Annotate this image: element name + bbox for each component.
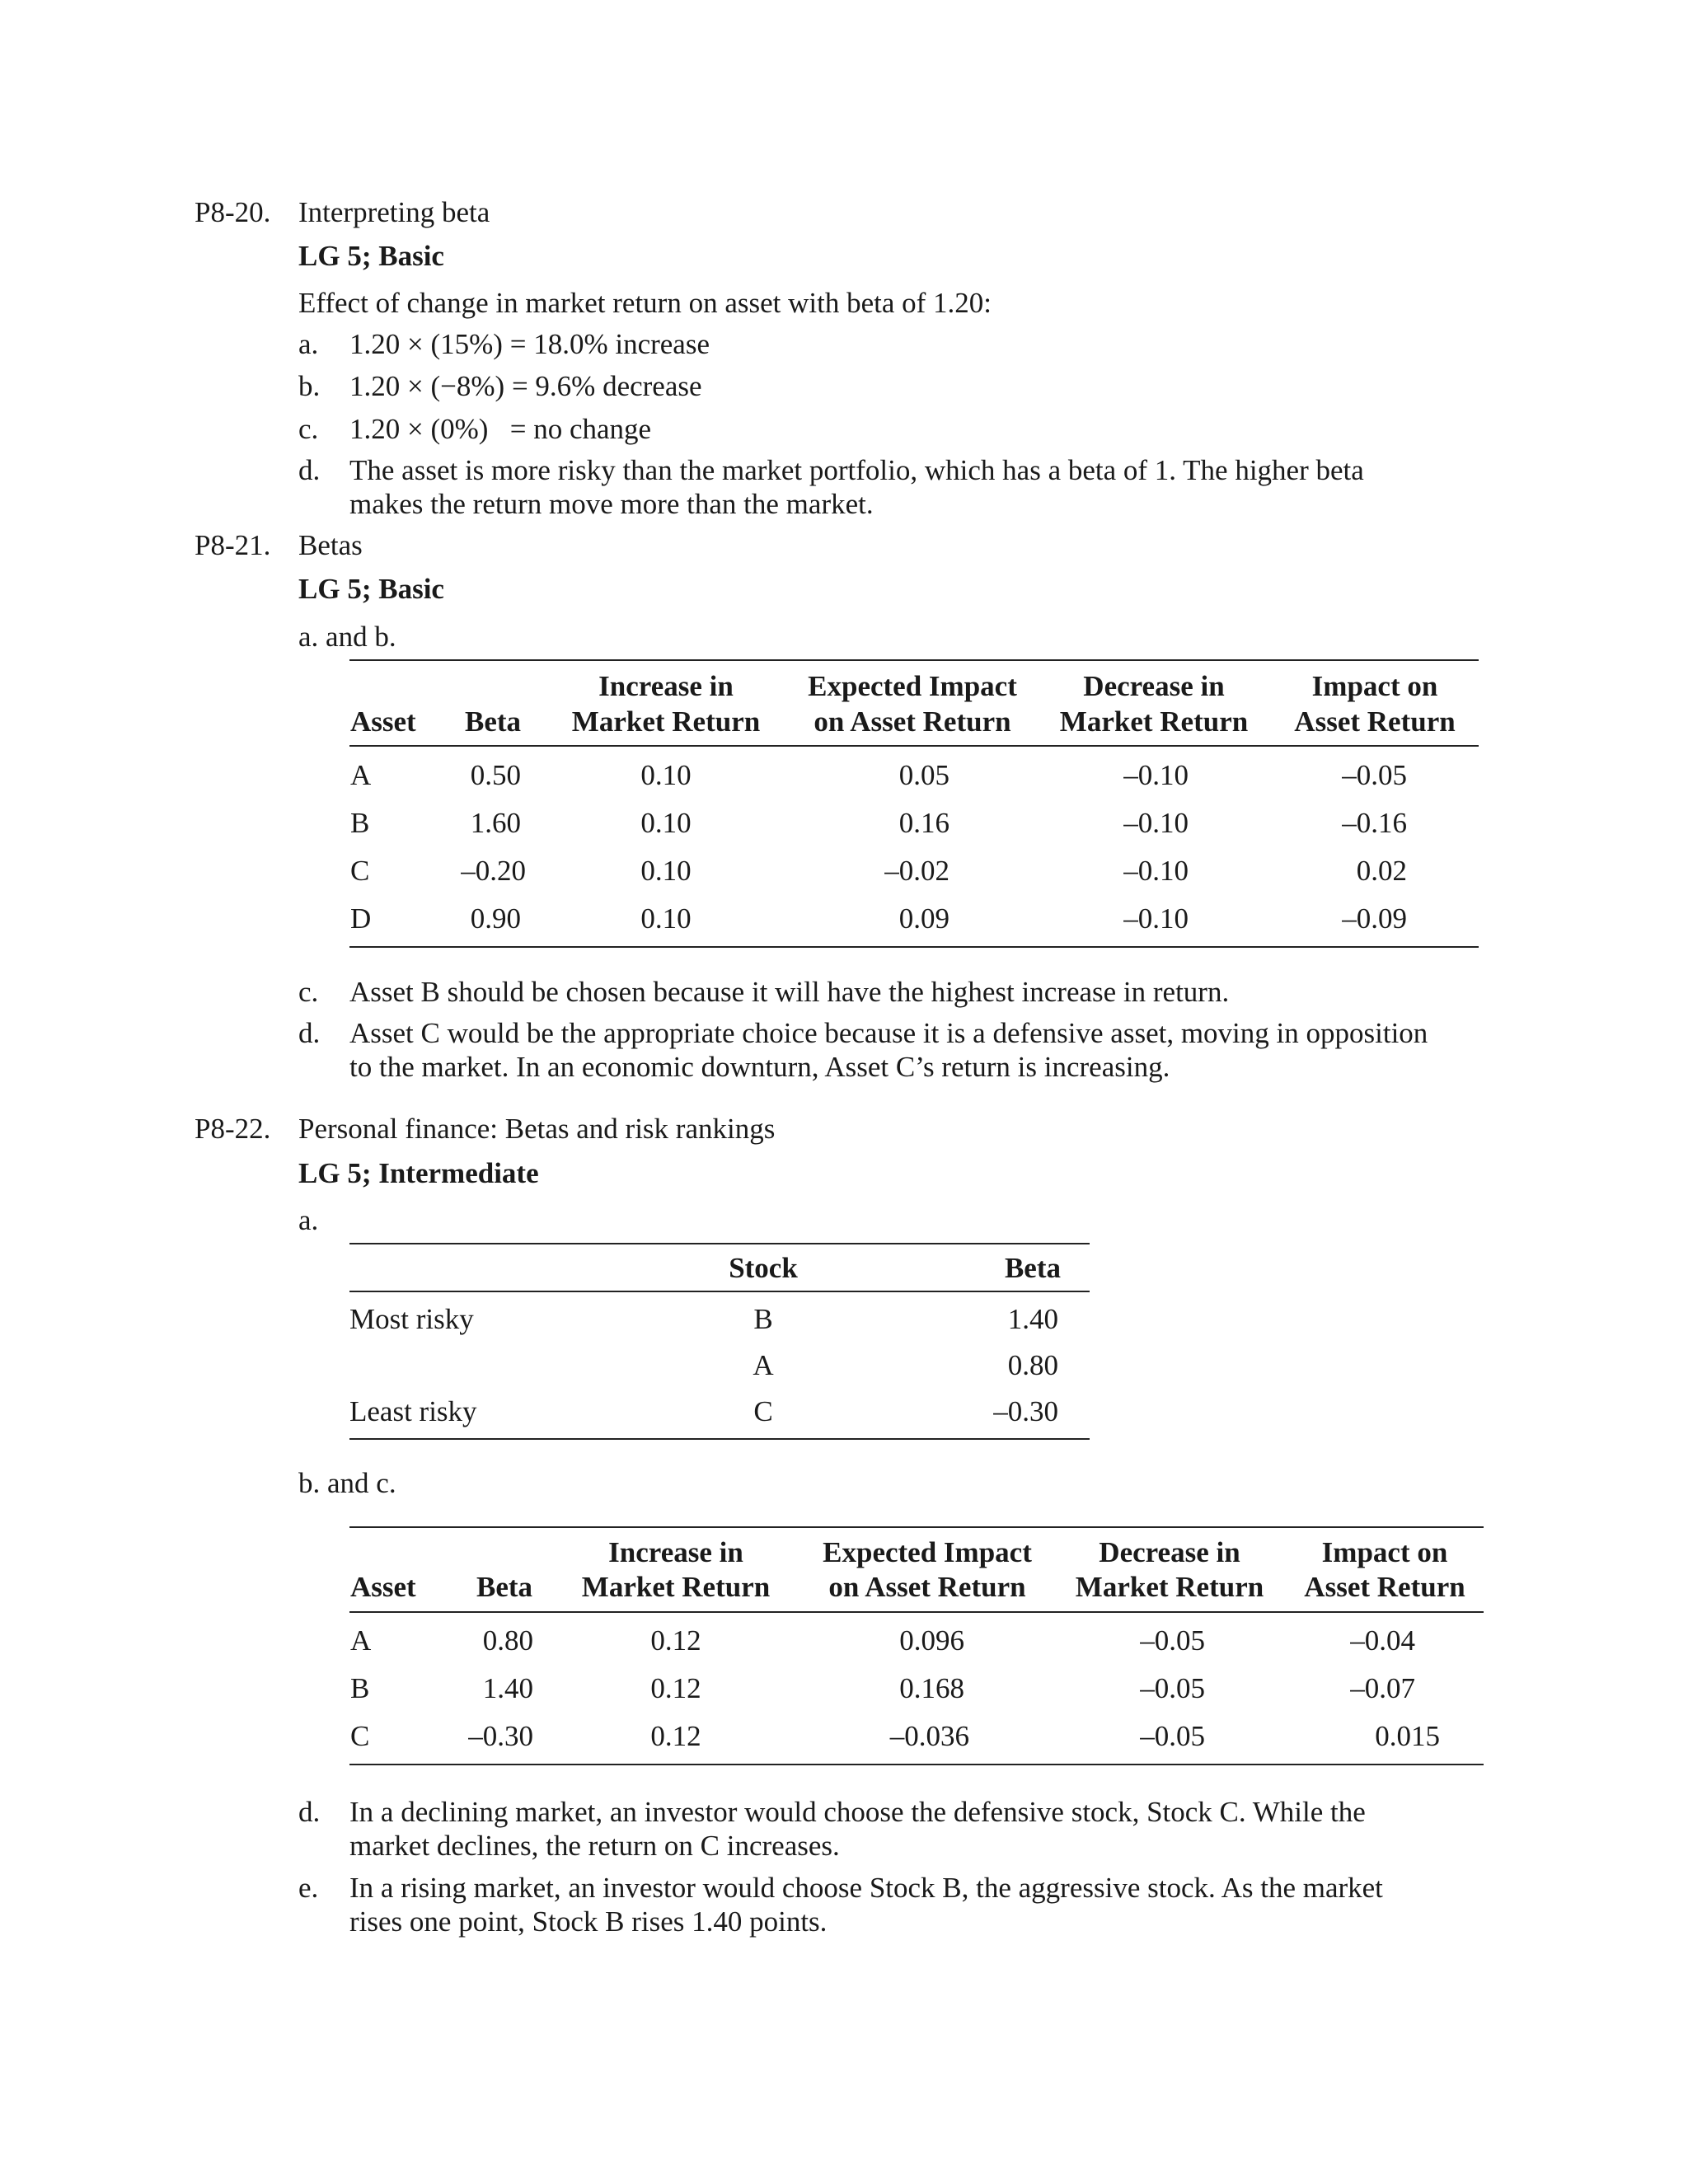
column-header: Market Return — [1075, 1571, 1264, 1603]
table-cell: –0.30 — [993, 1395, 1058, 1427]
table-cell: 0.015 — [1375, 1720, 1440, 1752]
problem-title: Interpreting beta — [298, 196, 490, 228]
table-cell: 0.80 — [482, 1624, 533, 1657]
table-cell: –0.04 — [1350, 1624, 1415, 1657]
table-cell: A — [350, 759, 372, 791]
item-label: a. — [298, 328, 319, 360]
table-cell: –0.05 — [1342, 759, 1407, 791]
table-cell: 0.90 — [470, 902, 521, 935]
column-header: Market Return — [1059, 705, 1249, 738]
item-label: d. — [298, 1017, 321, 1049]
item-label: d. — [298, 454, 321, 486]
column-header: Asset — [350, 1571, 416, 1603]
column-header: Stock — [729, 1252, 798, 1284]
table-cell: 1.40 — [482, 1672, 533, 1704]
table-cell: 0.10 — [640, 807, 692, 839]
problem-number: P8-22. — [195, 1113, 271, 1145]
table-cell: A — [753, 1349, 774, 1381]
table-cell: –0.10 — [1123, 807, 1189, 839]
table-cell: –0.10 — [1123, 902, 1189, 935]
item-text-continued: makes the return move more than the market. — [349, 488, 874, 520]
item-text: 1.20 × (0%) = no change — [349, 413, 652, 445]
table-cell: –0.10 — [1123, 855, 1189, 887]
table-rule-bottom — [349, 1764, 1484, 1765]
table-cell: –0.10 — [1123, 759, 1189, 791]
item-label: e. — [298, 1872, 319, 1904]
learning-goal: LG 5; Basic — [298, 240, 444, 272]
item-text-continued: to the market. In an economic downturn, Asset C’s return is increasing. — [349, 1051, 1170, 1083]
subpart-label: a. — [298, 1204, 319, 1236]
table-cell: –0.05 — [1140, 1624, 1205, 1657]
table-cell: –0.20 — [461, 855, 526, 887]
item-text: The asset is more risky than the market portfolio, which has a beta of 1. The higher beta — [349, 454, 1364, 486]
column-header: Increase in — [598, 670, 734, 702]
table-rule-bottom — [349, 1438, 1090, 1440]
table-cell: D — [350, 902, 372, 935]
table-cell: 0.05 — [898, 759, 950, 791]
column-header: Beta — [1004, 1252, 1061, 1284]
table-cell: –0.09 — [1342, 902, 1407, 935]
column-header: Impact on — [1311, 670, 1438, 702]
table-cell: 0.12 — [650, 1672, 701, 1704]
table-cell: 0.02 — [1356, 855, 1407, 887]
learning-goal: LG 5; Intermediate — [298, 1157, 539, 1189]
table-cell: 1.40 — [1007, 1303, 1058, 1335]
problem-number: P8-21. — [195, 529, 271, 561]
table-cell: Most risky — [349, 1303, 474, 1335]
table-cell: B — [753, 1303, 773, 1335]
table-cell: 0.10 — [640, 902, 692, 935]
item-text: In a declining market, an investor would choose the defensive stock, Stock C. While the — [349, 1796, 1366, 1828]
item-label: b. — [298, 370, 321, 402]
column-header: Decrease in — [1083, 670, 1225, 702]
column-header: Asset — [350, 705, 416, 738]
table-cell: 1.60 — [470, 807, 521, 839]
table-rule-header — [349, 1291, 1090, 1292]
column-header: Asset Return — [1294, 705, 1456, 738]
problem-title: Personal finance: Betas and risk rankings — [298, 1113, 776, 1145]
table-cell: 0.096 — [899, 1624, 964, 1657]
table-cell: –0.02 — [884, 855, 950, 887]
table-cell: 0.16 — [898, 807, 950, 839]
column-header: Impact on — [1321, 1536, 1448, 1568]
subpart-label: b. and c. — [298, 1467, 396, 1499]
table-cell: 0.10 — [640, 855, 692, 887]
table-cell: –0.07 — [1350, 1672, 1415, 1704]
table-cell: B — [350, 807, 370, 839]
table-rule-top — [349, 659, 1479, 661]
table-cell: Least risky — [349, 1395, 477, 1427]
column-header: Market Return — [581, 1571, 771, 1603]
item-text-continued: market declines, the return on C increases. — [349, 1830, 840, 1862]
table-cell: C — [753, 1395, 773, 1427]
item-text-continued: rises one point, Stock B rises 1.40 points. — [349, 1905, 828, 1938]
learning-goal: LG 5; Basic — [298, 573, 444, 605]
table-rule-header — [349, 1611, 1484, 1613]
table-cell: C — [350, 1720, 370, 1752]
item-text: Asset B should be chosen because it will have the highest increase in return. — [349, 976, 1230, 1008]
item-text: 1.20 × (−8%) = 9.6% decrease — [349, 370, 702, 402]
table-rule-bottom — [349, 946, 1479, 948]
column-header: Increase in — [608, 1536, 743, 1568]
table-cell: B — [350, 1672, 370, 1704]
problem-number: P8-20. — [195, 196, 271, 228]
table-cell: –0.05 — [1140, 1720, 1205, 1752]
table-cell: 0.12 — [650, 1720, 701, 1752]
table-cell: C — [350, 855, 370, 887]
table-cell: –0.05 — [1140, 1672, 1205, 1704]
item-label: d. — [298, 1796, 321, 1828]
table-rule-top — [349, 1243, 1090, 1244]
item-text: In a rising market, an investor would choose Stock B, the aggressive stock. As the market — [349, 1872, 1383, 1904]
item-label: c. — [298, 413, 319, 445]
column-header: Expected Impact — [823, 1536, 1032, 1568]
column-header: Asset Return — [1304, 1571, 1465, 1603]
item-label: c. — [298, 976, 319, 1008]
item-text: Asset C would be the appropriate choice because it is a defensive asset, moving in opposition — [349, 1017, 1428, 1049]
problem-title: Betas — [298, 529, 363, 561]
column-header: on Asset Return — [828, 1571, 1026, 1603]
table-cell: 0.80 — [1007, 1349, 1058, 1381]
column-header: Decrease in — [1099, 1536, 1240, 1568]
table-rule-header — [349, 745, 1479, 747]
table-rule-top — [349, 1526, 1484, 1528]
table-cell: –0.16 — [1342, 807, 1407, 839]
table-cell: A — [350, 1624, 372, 1657]
table-cell: –0.30 — [468, 1720, 533, 1752]
table-cell: 0.10 — [640, 759, 692, 791]
intro-text: Effect of change in market return on asset with beta of 1.20: — [298, 287, 992, 319]
table-cell: 0.12 — [650, 1624, 701, 1657]
subpart-label: a. and b. — [298, 621, 396, 653]
column-header: on Asset Return — [814, 705, 1011, 738]
table-cell: 0.09 — [898, 902, 950, 935]
table-cell: 0.50 — [470, 759, 521, 791]
column-header: Market Return — [571, 705, 761, 738]
column-header: Beta — [464, 705, 522, 738]
table-cell: 0.168 — [899, 1672, 964, 1704]
column-header: Beta — [476, 1571, 533, 1603]
column-header: Expected Impact — [808, 670, 1017, 702]
table-cell: –0.036 — [889, 1720, 969, 1752]
item-text: 1.20 × (15%) = 18.0% increase — [349, 328, 710, 360]
